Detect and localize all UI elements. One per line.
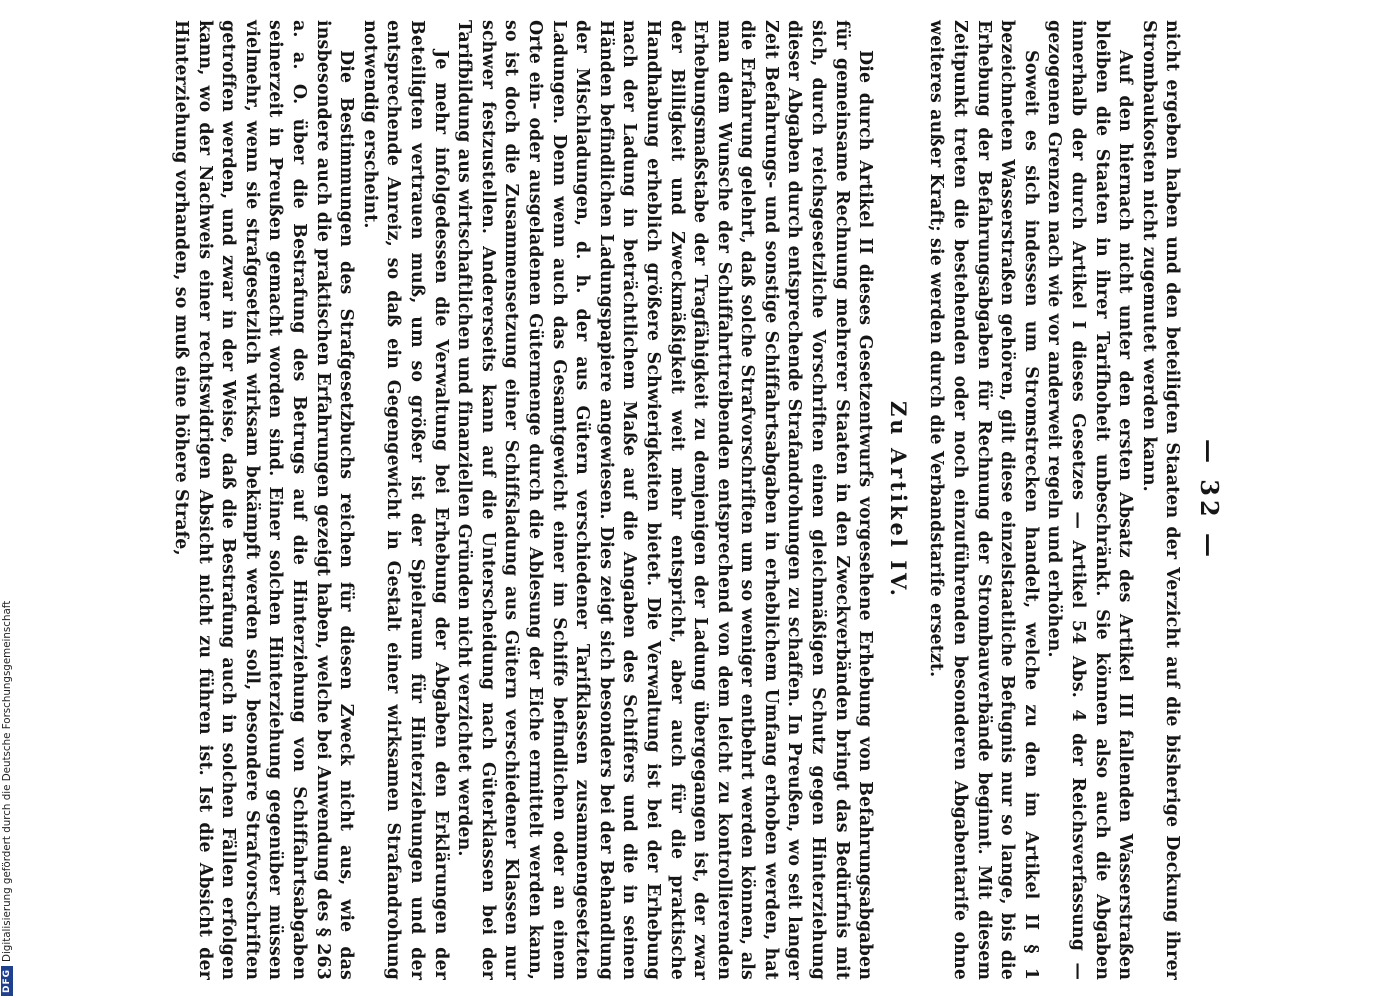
section-heading: Zu Artikel IV. <box>885 401 911 599</box>
paragraph: Die Bestimmungen des Strafgesetzbuchs reichen für diesen Zweck nicht aus, wie das insbesondere auch die praktischen Erfahrungen gezeigt haben, welche bei Anwendung des § 263 a. a. O. über die Bestrafung des Betrugs auf die Hinterziehung von Schiffahrtsabgaben seinerzeit in Preußen gemacht worden sind. Einer solchen Hinterziehung gegenüber müssen vielmehr, wenn sie strafgesetzlich wirksam bekämpft werden soll, besondere Strafvorschriften getroffen werden, und zwar in der Weise, daß die Bestrafung auch in solchen Fällen erfolgen kann, wo der Nachweis einer rechtswidrigen Absicht nicht zu führen ist. Ist die Absicht der Hinterziehung vorhanden, so muß eine höhere Strafe, <box>171 20 357 980</box>
paragraph: Je mehr infolgedessen die Verwaltung bei Erhebung der Abgaben den Erklärungen der Beteiligten vertrauen muß, um so größer ist der Spielraum für Hinterziehungen und der entsprechende Anreiz, so daß ein Gegengewicht in Gestalt einer wirksamen Strafandrohung notwendig erscheint. <box>359 20 451 980</box>
paragraph: Soweit es sich indessen um Stromstrecken handelt, welche zu den im Artikel II § 1 bezeichneten Wasserstraßen gehören, gilt diese einzelstaatliche Befugnis nur so lange, bis die Erhebung der Befahrungsabgaben für Rechnung der Strombauverbände beginnt. Mit diesem Zeitpunkt treten die bestehenden oder noch einzuführenden besonderen Abgabentarife ohne weiteres außer Kraft; sie werden durch die Verbandstarife ersetzt. <box>926 20 1041 980</box>
paragraph: Auf den hiernach nicht unter den ersten Absatz des Artikel III fallenden Wasserstraßen bleiben die Staaten in ihrer Tarifhoheit unbeschränkt. Sie können also auch die Abgaben innerhalb der durch Artikel I dieses Gesetzes — Artikel 54 Abs. 4 der Reichsverfassung — gezogenen Grenzen nach wie vor anderweit regeln und erhöhen. <box>1044 20 1136 980</box>
footer-text: Digitalisierung gefördert durch die Deutsche Forschungsgemeinschaft <box>1 600 13 962</box>
rotated-page-body <box>150 20 1233 980</box>
paragraph: nicht ergeben haben und den beteiligten Staaten der Verzicht auf die bisherige Deckung ihrer Strombaukosten nicht zugemutet werden kann. <box>1138 20 1183 980</box>
page-number: — 32 — <box>1195 438 1224 562</box>
paragraph: Die durch Artikel II dieses Gesetzentwurfs vorgesehene Erhebung von Befahrungsabgaben für gemeinsame Rechnung mehrerer Staaten in den Zweckverbänden bringt das Bedürfnis mit sich, durch reichsgesetzliche Vorschriften einen gleichmäßigen Schutz gegen Hinterziehung dieser Abgaben durch entsprechende Strafandrohungen zu schaffen. In Preußen, wo seit langer Zeit Befahrungs- und sonstige Schiffahrtsabgaben in erheblichem Umfang erhoben werden, hat die Erfahrung gelehrt, daß solche Strafvorschriften um so weniger entbehrt werden können, als man dem Wunsche der Schiffahrttreibenden entsprechend von dem leicht zu kontrollierenden Erhebungsmaßstabe der Tragfähigkeit zu demjenigen der Ladung übergegangen ist, der zwar der Billigkeit und Zweckmäßigkeit weit mehr entspricht, aber auch für die praktische Handhabung erheblich größere Schwierigkeiten bietet. Die Verwaltung ist bei der Erhebung nach der Ladung in beträchtlichem Maße auf die Angaben des Schiffers und die in seinen Händen befindlichen Ladungspapiere angewiesen. Dies zeigt sich besonders bei der Behandlung der Mischladungen, d. h. der aus Gütern verschiedener Tarifklassen zusammengesetzten Ladungen. Denn wenn auch das Gesamtgewicht einer im Schiffe befindlichen oder an einem Orte ein- oder ausgeladenen Gütermenge durch die Ablesung der Eiche ermittelt werden kann, so ist doch die Zusammensetzung einer Schiffsladung aus Gütern verschiedener Klassen nur schwer festzustellen. Andererseits kann auf die Unterscheidung nach Güterklassen bei der Tarifbildung aus wirtschaftlichen und finanziellen Gründen nicht verzichtet werden. <box>454 20 876 980</box>
digitization-footer <box>0 0 20 1000</box>
dfg-logo: DFG <box>1 966 13 996</box>
